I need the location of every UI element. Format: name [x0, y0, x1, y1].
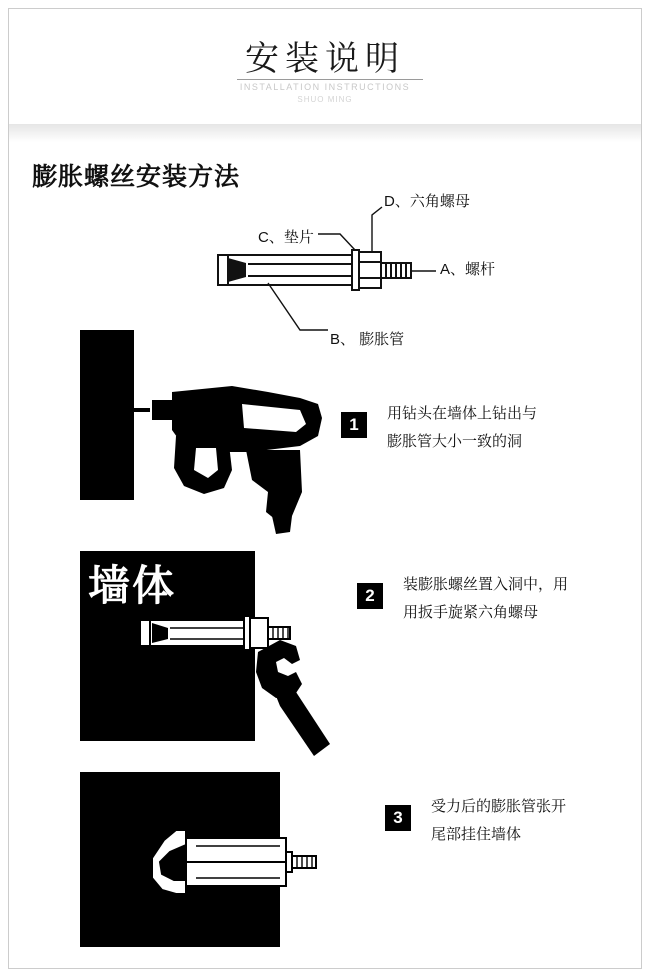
step-2-line-2: 用扳手旋紧六角螺母 [403, 604, 539, 621]
page-title: 安装说明 [245, 40, 405, 78]
anchor-bolt-icon [218, 250, 411, 290]
header-subtitle: INSTALLATION INSTRUCTIONS [239, 82, 411, 92]
wall-block-icon [80, 330, 134, 500]
step-badge-3: 3 [385, 805, 411, 831]
callout-label-b: B、 膨胀管 [330, 331, 405, 348]
step-3-line-2: 尾部挂住墙体 [431, 826, 522, 843]
callout-label-c: C、垫片 [258, 229, 314, 246]
step-badge-2: 2 [357, 583, 383, 609]
step-1-illustration [80, 330, 322, 534]
section-title: 膨胀螺丝安装方法 [32, 163, 241, 191]
step-text-1 [387, 400, 537, 456]
callout-label-a: A、螺杆 [440, 261, 496, 278]
header-subtitle-secondary: SHUO MING [297, 95, 353, 104]
wrench-icon [256, 640, 330, 756]
wall-label: 墙体 [88, 562, 177, 609]
step-badge-1: 1 [341, 412, 367, 438]
step-2-line-1: 装膨胀螺丝置入洞中，用 [403, 576, 569, 593]
step-3-line-1: 受力后的膨胀管张开 [431, 798, 567, 815]
step-1-line-1: 用钻头在墙体上钻出与 [387, 405, 538, 422]
step-3-illustration [80, 772, 316, 947]
step-1-line-2: 膨胀管大小一致的洞 [387, 433, 523, 450]
step-text-2 [403, 571, 568, 627]
callout-label-d: D、六角螺母 [384, 193, 470, 210]
step-text-3 [431, 793, 566, 849]
